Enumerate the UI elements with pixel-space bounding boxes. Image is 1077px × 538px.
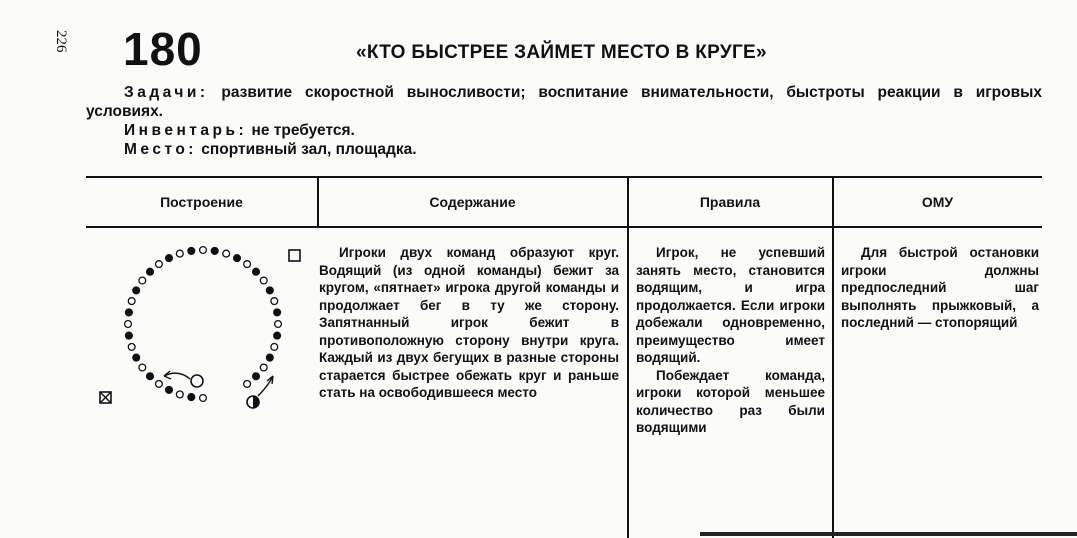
player-dot (244, 261, 251, 268)
runner-left (164, 371, 203, 387)
table-header-rule (86, 226, 1042, 228)
player-dot (274, 309, 281, 316)
player-dot (128, 344, 135, 351)
player-dot (139, 364, 146, 371)
tasks-label: Задачи: (124, 84, 209, 101)
content-text: Игроки двух команд образуют круг. Водящий (из одной команды) бежит за кругом, «пятнает» игрока другой команды и продолжает бег в ту же сторону. Запятнанный игрок бежит в противоположную сторону внутри круга. Каждый из двух бегущих в разные стороны старается быстрее обежать круг и раньше стать на освободившееся место (319, 245, 619, 400)
rules-cell (636, 244, 825, 437)
player-dot (223, 250, 230, 257)
rules-paragraph-2: Побеждает команда, игроки которой меньшее количество раз были водящими (636, 367, 825, 435)
player-dot (274, 332, 281, 339)
crossed-box-marker (100, 392, 111, 403)
player-dot (200, 395, 207, 402)
game-description (86, 83, 1042, 159)
tasks-line (86, 83, 1042, 121)
player-dot (139, 277, 146, 284)
game-title: «КТО БЫСТРЕЕ ЗАЙМЕТ МЕСТО В КРУГЕ» (356, 42, 767, 63)
tasks-text: развитие скоростной выносливости; воспитание внимательности, быстроты реакции в игровых условиях. (86, 84, 1042, 120)
column-header-omu: ОМУ (921, 194, 954, 210)
column-header-rules: Правила (699, 194, 761, 210)
inventory-line (86, 121, 1042, 140)
player-dot (176, 391, 183, 398)
player-dot (176, 250, 183, 257)
player-dot (266, 354, 273, 361)
formation-diagram (90, 236, 315, 416)
column-divider-3 (832, 177, 834, 538)
player-dot (166, 387, 173, 394)
column-header-formation: Построение (160, 194, 243, 210)
runner-right (247, 376, 273, 408)
omu-text: Для быстрой остановки игроки должны предпоследний шаг выполнять прыжковый, а последний — стопорящий (841, 245, 1039, 330)
table-bottom-edge (700, 532, 1077, 536)
place-text: спортивный зал, площадка. (201, 141, 417, 158)
inventory-text: не требуется. (251, 122, 355, 139)
player-dot (211, 248, 218, 255)
player-dot (156, 261, 163, 268)
player-dot (244, 381, 251, 388)
player-dot (260, 277, 267, 284)
player-dot (188, 394, 195, 401)
player-dot (125, 321, 132, 328)
player-dot (126, 332, 133, 339)
player-dot (128, 298, 135, 305)
column-divider-2 (627, 177, 629, 538)
player-dot (147, 373, 154, 380)
player-dot (200, 247, 207, 254)
player-dot (166, 255, 173, 262)
rules-paragraph-1: Игрок, не успевший занять место, становится водящим, и игра продолжается. Если игроки добежали одновременно, преимущество имеет водящий. (636, 245, 825, 365)
player-dot (234, 255, 241, 262)
player-dot (133, 287, 140, 294)
player-dot (253, 373, 260, 380)
inventory-label: Инвентарь: (124, 122, 248, 139)
table-top-rule (86, 176, 1042, 178)
player-dot (156, 381, 163, 388)
player-dot (126, 309, 133, 316)
player-dot (271, 298, 278, 305)
player-dot (266, 287, 273, 294)
player-dot (260, 364, 267, 371)
player-dot (188, 248, 195, 255)
player-dot (133, 354, 140, 361)
column-header-content: Содержание (429, 194, 516, 210)
player-dot (147, 268, 154, 275)
game-number: 180 (123, 23, 203, 75)
omu-cell (841, 244, 1039, 332)
player-dot (271, 344, 278, 351)
place-label: Место: (124, 141, 197, 158)
place-line (86, 140, 1042, 159)
page-number: 226 (53, 30, 69, 53)
leader-marker (289, 250, 300, 261)
player-dot (253, 268, 260, 275)
player-dot (275, 321, 282, 328)
content-cell (319, 244, 619, 402)
